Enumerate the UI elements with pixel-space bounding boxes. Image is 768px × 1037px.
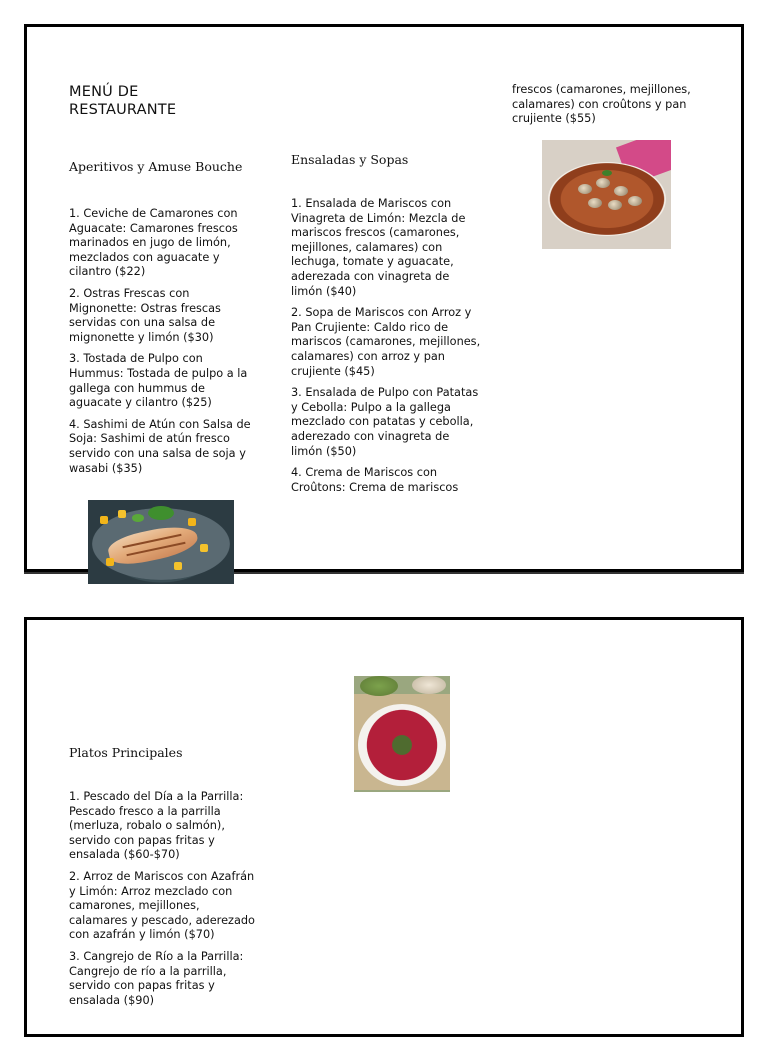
aperitivos-list: [69, 207, 259, 483]
list-item: 4. Crema de Mariscos con Croûtons: Crema de mariscos: [291, 466, 459, 494]
ensaladas-continuation: [512, 83, 707, 134]
herb-garnish: [132, 514, 144, 522]
menu-page-2: [24, 617, 744, 1037]
clam-shape: [578, 184, 592, 194]
section-heading-platos: Platos Principales: [69, 745, 183, 760]
side-bowl-shape: [360, 676, 398, 696]
list-item: 4. Sashimi de Atún con Salsa de Soja: Sashimi de atún fresco servido con una salsa de soja y wasabi ($35): [69, 417, 251, 475]
list-item: 1. Ceviche de Camarones con Aguacate: Camarones frescos marinados en jugo de limón, mezclados con aguacate y cilantro ($22): [69, 207, 238, 279]
side-bowl-shape: [412, 676, 446, 694]
list-item: frescos (camarones, mejillones, calamares) con croûtons y pan crujiente ($55): [512, 83, 691, 126]
clam-shape: [596, 178, 610, 188]
ensaladas-list: [291, 197, 481, 502]
carpaccio-plate-shape: [358, 704, 446, 786]
section-heading-aperitivos: Aperitivos y Amuse Bouche: [69, 159, 243, 174]
list-item: 3. Cangrejo de Río a la Parrilla: Cangrejo de río a la parrilla, servido con papas fritas y ensalada ($90): [69, 949, 244, 1007]
mango-cube: [106, 558, 114, 566]
mango-cube: [188, 518, 196, 526]
herb-garnish: [602, 170, 612, 176]
menu-page-1: [24, 24, 744, 572]
list-item: 1. Pescado del Día a la Parrilla: Pescado fresco a la parrilla (merluza, robalo o salmón), servido con papas fritas y ensalada ($60-$70): [69, 790, 244, 862]
list-item: 2. Arroz de Mariscos con Azafrán y Limón: Arroz mezclado con camarones, mejillones, calamares y pescado, aderezado con azafrán y limón ($70): [69, 869, 255, 942]
clam-shape: [608, 200, 622, 210]
list-item: 2. Ostras Frescas con Mignonette: Ostras frescas servidas con una salsa de mignonette y limón ($30): [69, 286, 221, 344]
list-item: 2. Sopa de Mariscos con Arroz y Pan Crujiente: Caldo rico de mariscos (camarones, mejillones, calamares) con arroz y pan crujiente ($45): [291, 306, 481, 378]
list-item: 3. Tostada de Pulpo con Hummus: Tostada de pulpo a la gallega con hummus de aguacate y cilantro ($25): [69, 352, 248, 410]
clam-shape: [628, 196, 642, 206]
mango-cube: [200, 544, 208, 552]
section-heading-ensaladas: Ensaladas y Sopas: [291, 152, 409, 167]
platos-list: [69, 790, 259, 1015]
menu-title: MENÚ DE RESTAURANTE: [69, 84, 177, 118]
seafood-soup-photo: [542, 140, 671, 249]
clam-shape: [614, 186, 628, 196]
mango-cube: [100, 516, 108, 524]
mango-cube: [118, 510, 126, 518]
herb-garnish: [148, 506, 174, 520]
list-item: 1. Ensalada de Mariscos con Vinagreta de Limón: Mezcla de mariscos frescos (camarones, mejillones, calamares) con lechuga, tomate y aguacate, aderezada con vinagreta de limón ($40): [291, 197, 466, 298]
mango-cube: [174, 562, 182, 570]
list-item: 3. Ensalada de Pulpo con Patatas y Cebolla: Pulpo a la gallega mezclado con patatas y cebolla, aderezado con vinagreta de limón ($50): [291, 386, 479, 458]
clam-shape: [588, 198, 602, 208]
grilled-fish-photo: [88, 500, 234, 584]
carpaccio-photo: [354, 676, 450, 792]
